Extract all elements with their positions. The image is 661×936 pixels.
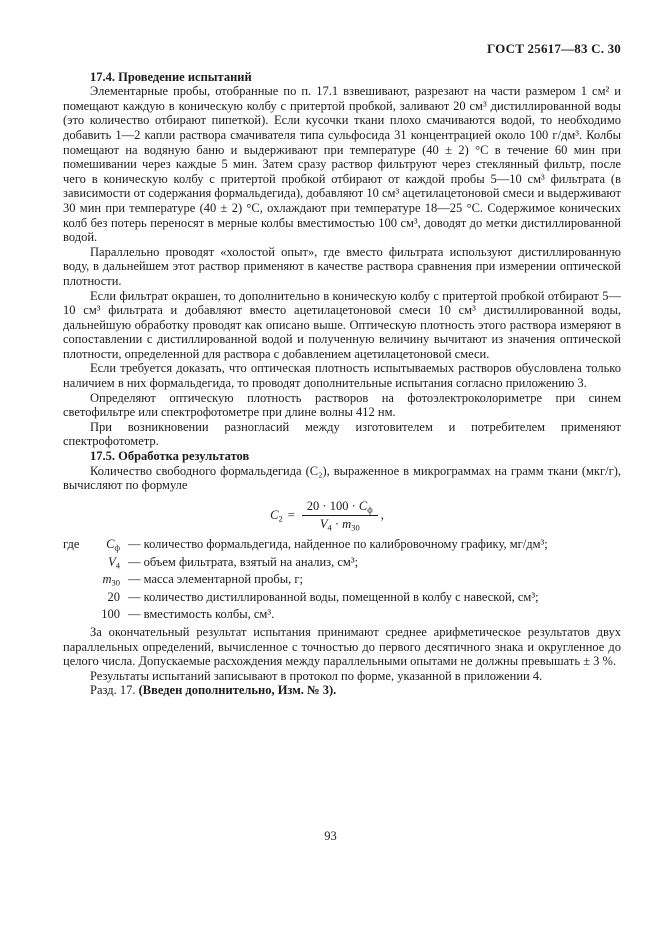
denominator-m: m xyxy=(342,517,352,532)
symbol-base: V xyxy=(108,554,116,569)
para-17-4-4: Если требуется доказать, что оптическая плотность испытываемых растворов обусловлена только наличием в них формальдегида, то проводят дополнительные испытания согласно приложению 3. xyxy=(63,361,621,391)
razd-note-prefix: Разд. 17. xyxy=(90,683,139,698)
fraction-numerator xyxy=(302,499,378,517)
section-17-5-heading: 17.5. Обработка результатов xyxy=(90,449,250,464)
para-17-4-2: Параллельно проводят «холостой опыт», где вместо фильтрата используют дистиллированную воду, в дальнейшем этот раствор применяют в качестве раствора сравнения при измерении оптической плотности. xyxy=(63,244,621,288)
gost-header: ГОСТ 25617—83 С. 30 xyxy=(487,41,621,56)
definitions-list xyxy=(63,537,621,622)
formula-lhs xyxy=(270,508,283,523)
definition-symbol xyxy=(90,607,120,622)
para-protocol: Результаты испытаний записывают в протокол по форме, указанной в приложении 4. xyxy=(90,668,543,683)
fraction xyxy=(302,499,378,532)
razd-note-bold: (Введен дополнительно, Изм. № 3). xyxy=(138,683,337,698)
fraction-denominator xyxy=(302,516,378,532)
denominator-dot: · xyxy=(331,517,343,532)
definition-row xyxy=(63,537,621,552)
symbol-base: C xyxy=(106,537,115,551)
section-17-4-heading: 17.4. Проведение испытаний xyxy=(90,69,252,84)
para-17-4-5: Определяют оптическую плотность растворов на фотоэлектроколориметре при синем светофильтре или спектрофотометре при длине волны 412 нм. xyxy=(63,390,621,420)
definition-text: — объем фильтрата, взятый на анализ, см³; xyxy=(128,554,359,569)
para-17-4-3: Если фильтрат окрашен, то дополнительно в коническую колбу с притертой пробкой отбирают 5—10 см³ фильтрата и добавляют вместо ацетилацетоновой смеси 10 см³ дистиллированной воды, дальнейшую обработку проводят как описано выше. Оптическую плотность этого раствора измеряют в сопоставлении с дистиллированной водой и полученную величину вычитают из значения оптической плотности, определенной для раствора с добавлением ацетилацетоновой смеси. xyxy=(63,288,621,361)
definition-row xyxy=(63,590,621,605)
numerator-sub: ф xyxy=(367,504,373,515)
definition-lead xyxy=(63,555,90,570)
denominator-m-sub: 30 xyxy=(351,522,360,533)
symbol-sub: 30 xyxy=(111,577,120,588)
denominator-v-sub: 4 xyxy=(327,522,332,533)
equals-sign: = xyxy=(287,508,295,523)
para-17-4-6: При возникновении разногласий между изготовителем и потребителем применяют спектрофотометр. xyxy=(63,419,621,449)
formula-c2 xyxy=(63,499,591,532)
definition-symbol xyxy=(90,537,120,552)
definition-symbol xyxy=(90,590,120,605)
razd-note xyxy=(63,683,621,698)
definition-row xyxy=(63,607,621,622)
para-17-5-intro: Количество свободного формальдегида (C₂), выраженное в микрограммах на грамм ткани (мкг/г), вычисляют по формуле xyxy=(63,463,621,493)
para-17-4-1: Элементарные пробы, отобранные по п. 17.1 взвешивают, разрезают на части размером 1 см² и помещают каждую в коническую колбу с притертой пробкой, заливают 20 см³ дистиллированной воды (это количество отбирают пипеткой). Если кусочки ткани плохо смачиваются водой, то необходимо добавить 1—2 капли раствора смачивателя типа сульфосида 31 концентрацией около 100 г/дм³. Колбы помещают на водяную баню и выдерживают при температуре (40 ± 2) °С в течение 60 мин при помешивании через каждые 5 мин. Затем сразу раствор фильтруют через стеклянный фильтр, после чего в коническую колбу с притертой пробкой отбирают от каждой пробы 5—10 см³ фильтрата (в зависимости от содержания формальдегида), добавляют 10 см³ ацетилацетоновой смеси и выдерживают 30 мин при температуре (40 ± 2) °С, охлаждают при температуре 18—25 °С. Содержимое конических колб без потерь переносят в мерные колбы вместимостью 100 см³, доводят до метки дистиллированной водой. xyxy=(63,84,621,245)
definition-text: — количество дистиллированной воды, помещенной в колбу с навеской, см³; xyxy=(128,589,539,604)
formula-comma: , xyxy=(380,508,384,523)
para-final-result: За окончательный результат испытания принимают среднее арифметическое результатов двух параллельных определений, вычисленное с точностью до первого десятичного знака и округленное до целого числа. Допускаемые расхождения между параллельными опытами не должны превышать ± 3 %. xyxy=(63,624,621,669)
denominator-v: V xyxy=(319,517,328,532)
definition-text: — вместимость колбы, см³. xyxy=(128,607,275,622)
formula-lhs-sub: 2 xyxy=(278,513,283,524)
page-number: 93 xyxy=(324,829,337,843)
definition-symbol xyxy=(90,555,120,570)
definition-lead xyxy=(63,590,90,605)
formula-lhs-base: C xyxy=(270,508,279,523)
numerator-prefix: 20 · 100 · xyxy=(306,498,359,513)
definition-lead: где xyxy=(63,537,80,551)
definition-row xyxy=(63,555,621,570)
definition-lead xyxy=(63,572,90,587)
definition-text: — количество формальдегида, найденное по калибровочному графику, мг/дм³; xyxy=(128,537,548,551)
numerator-base: C xyxy=(358,498,368,513)
definition-row xyxy=(63,572,621,587)
symbol-base: m xyxy=(102,572,112,587)
symbol-sub: ф xyxy=(114,542,120,553)
definition-lead xyxy=(63,607,90,622)
definition-text: — масса элементарной пробы, г; xyxy=(128,572,303,587)
symbol-base: 20 xyxy=(107,589,120,604)
symbol-sub: 4 xyxy=(115,560,120,571)
symbol-base: 100 xyxy=(101,607,120,622)
definition-symbol xyxy=(90,572,120,587)
